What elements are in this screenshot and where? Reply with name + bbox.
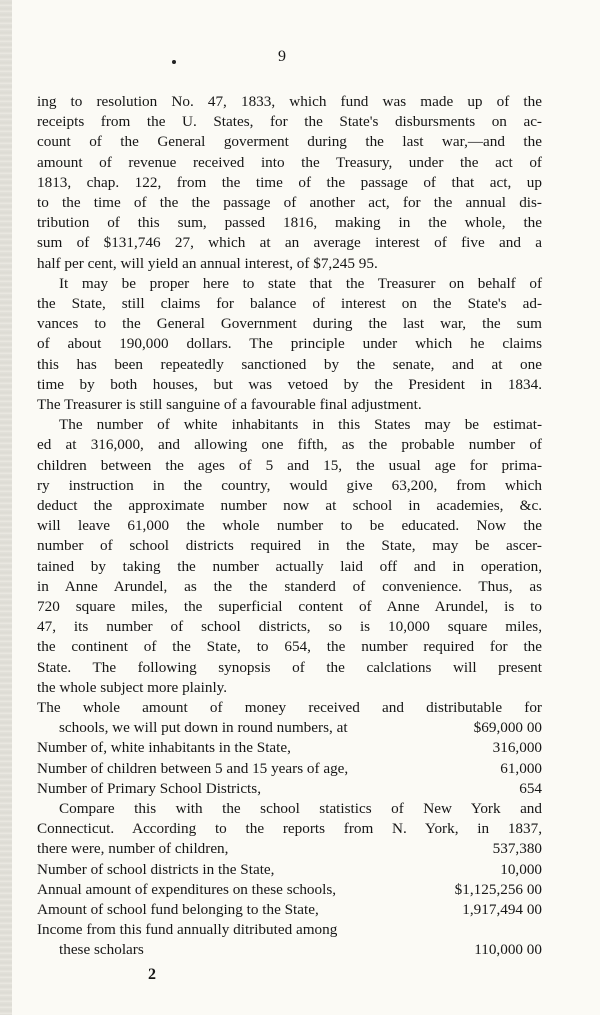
text-line: sum of $131,746 27, which at an average interest of five and a xyxy=(37,234,542,252)
compare-value: 110,000 00 xyxy=(474,941,542,959)
compare-row xyxy=(37,860,542,880)
text-line: ing to resolution No. 47, 1833, which fund was made up of the xyxy=(37,93,542,110)
compare-value: $1,125,256 00 xyxy=(454,880,542,898)
text-line: this has been repeatedly sanctioned by the senate, and at one xyxy=(37,355,542,373)
synopsis-intro-line: The whole amount of money received and distributable for xyxy=(37,699,542,717)
text-line: tribution of this sum, passed 1816, making in the whole, the xyxy=(37,214,542,232)
header-dot xyxy=(172,60,176,64)
text-line: half per cent, will yield an annual interest, of $7,245 95. xyxy=(37,254,378,272)
signature-mark: 2 xyxy=(148,966,156,983)
text-line: The Treasurer is still sanguine of a favourable final adjustment. xyxy=(37,396,422,414)
synopsis-row xyxy=(37,718,542,738)
text-line: the whole subject more plainly. xyxy=(37,678,228,696)
text-line: the State, still claims for balance of interest on the State's ad- xyxy=(37,295,542,313)
compare-value: 1,917,494 00 xyxy=(462,901,542,919)
compare-label: Number of school districts in the State, xyxy=(37,860,275,878)
text-line: number of school districts required in the State, may be ascer- xyxy=(37,537,542,555)
text-line: ry instruction in the country, would give 63,200, from which xyxy=(37,476,542,494)
text-line: deduct the approximate number now at school in academies, &c. xyxy=(37,497,542,515)
text-line: It may be proper here to state that the Treasurer on behalf of xyxy=(59,274,542,292)
text-line: ed at 316,000, and allowing one fifth, as the probable number of xyxy=(37,436,542,454)
text-line: in Anne Arundel, as the the standerd of convenience. Thus, as xyxy=(37,577,542,595)
compare-row xyxy=(37,839,542,859)
synopsis-table xyxy=(37,698,542,799)
compare-intro-line: Compare this with the school statistics of New York and xyxy=(59,800,542,818)
compare-row xyxy=(37,880,542,900)
text-line: of about 190,000 dollars. The principle under which he claims xyxy=(37,335,542,353)
text-line: time by both houses, but was vetoed by the President in 1834. xyxy=(37,375,542,393)
text-line: amount of revenue received into the Treasury, under the act of xyxy=(37,153,542,171)
compare-label: Amount of school fund belonging to the State, xyxy=(37,901,319,919)
compare-label: Income from this fund annually ditributed among xyxy=(37,921,338,939)
compare-label: there were, number of children, xyxy=(37,840,229,858)
synopsis-value: 654 xyxy=(519,779,542,797)
page-number: 9 xyxy=(278,48,286,65)
synopsis-label: Number of, white inhabitants in the State, xyxy=(37,739,291,757)
paragraph-2 xyxy=(37,274,542,415)
paragraph-3 xyxy=(37,415,542,698)
synopsis-label: Number of children between 5 and 15 years of age, xyxy=(37,759,349,777)
text-line: the continent of the State, to 654, the number required for the xyxy=(37,638,542,656)
text-line: will leave 61,000 the whole number to be educated. Now the xyxy=(37,517,542,535)
synopsis-value: $69,000 00 xyxy=(473,719,542,737)
text-line: children between the ages of 5 and 15, the usual age for prima- xyxy=(37,456,542,474)
synopsis-row xyxy=(37,738,542,758)
page-body xyxy=(37,92,542,961)
paragraph-1 xyxy=(37,92,542,274)
compare-value: 10,000 xyxy=(500,860,542,878)
synopsis-row xyxy=(37,759,542,779)
synopsis-label: schools, we will put down in round numbers, at xyxy=(59,719,348,737)
synopsis-value: 61,000 xyxy=(500,759,542,777)
compare-intro-line: Connecticut. According to the reports from N. York, in 1837, xyxy=(37,820,542,838)
comparison-table xyxy=(37,799,542,961)
text-line: count of the General goverment during the last war,—and the xyxy=(37,133,542,151)
compare-row xyxy=(37,900,542,920)
compare-row xyxy=(37,920,542,940)
text-line: 720 square miles, the superficial content of Anne Arundel, is to xyxy=(37,598,542,616)
compare-row xyxy=(37,940,542,960)
text-line: tained by taking the number actually laid off and in operation, xyxy=(37,557,542,575)
synopsis-label: Number of Primary School Districts, xyxy=(37,779,261,797)
text-line: receipts from the U. States, for the State's disbursments on ac- xyxy=(37,113,542,131)
text-line: 47, its number of school districts, so is 10,000 square miles, xyxy=(37,618,542,636)
page-binding-edge xyxy=(0,0,12,1015)
compare-value: 537,380 xyxy=(492,840,542,858)
synopsis-row xyxy=(37,779,542,799)
text-line: to the time of the the passage of another act, for the annual dis- xyxy=(37,194,542,212)
compare-label: these scholars xyxy=(59,941,144,959)
text-line: vances to the General Government during the last war, the sum xyxy=(37,315,542,333)
text-line: 1813, chap. 122, from the time of the passage of that act, up xyxy=(37,173,542,191)
text-line: State. The following synopsis of the calclations will present xyxy=(37,658,542,676)
compare-label: Annual amount of expenditures on these schools, xyxy=(37,880,337,898)
text-line: The number of white inhabitants in this States may be estimat- xyxy=(59,416,542,434)
synopsis-value: 316,000 xyxy=(492,739,542,757)
